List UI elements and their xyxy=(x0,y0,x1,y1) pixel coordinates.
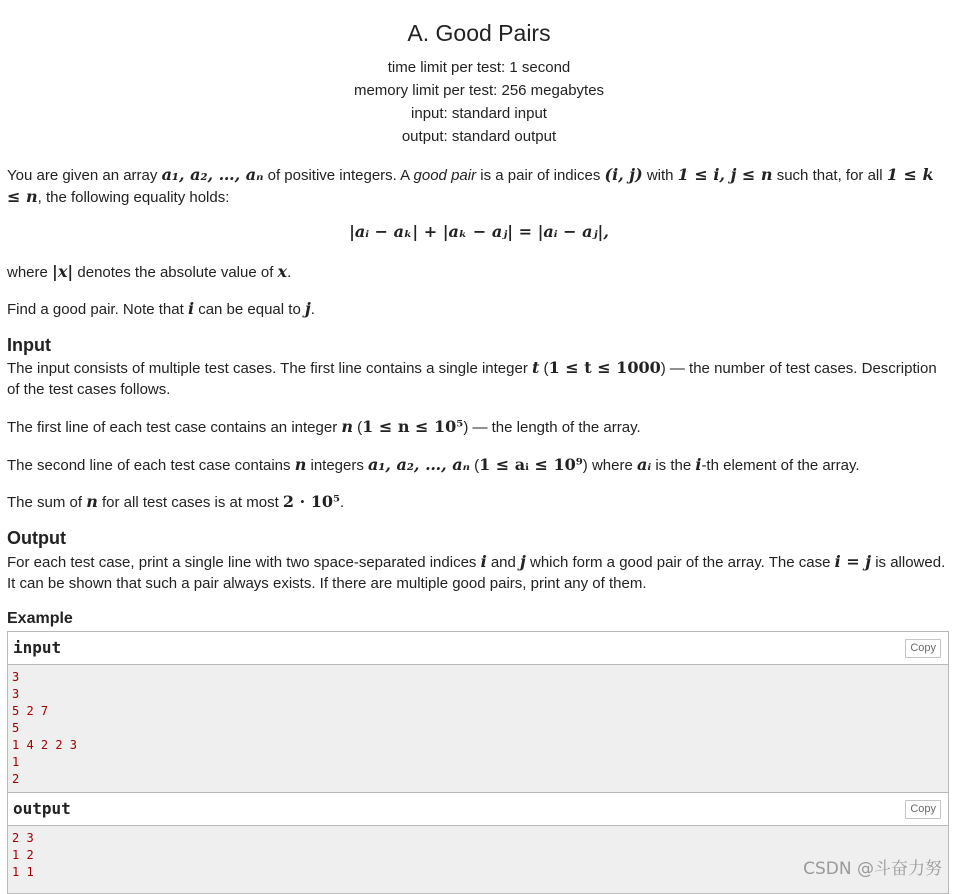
text: ) — the number of test cases. Description of the test cases follows. xyxy=(7,360,937,398)
math-i: i xyxy=(480,552,487,571)
math-absx: |x| xyxy=(52,262,74,281)
sample-input-label: input xyxy=(13,638,62,657)
math-array: a₁, a₂, …, aₙ xyxy=(368,455,470,474)
output-paragraph-1 xyxy=(7,551,947,594)
text: . xyxy=(287,264,292,281)
text: ( xyxy=(469,457,480,474)
equality-formula: |aᵢ − aₖ| + |aₖ − aⱼ| = |aᵢ − aⱼ|, xyxy=(349,222,609,241)
math-i: i xyxy=(187,299,195,318)
text: The second line of each test case contains xyxy=(7,457,295,474)
text: The sum of xyxy=(7,494,87,511)
statement-paragraph-1 xyxy=(7,164,947,208)
statement-paragraph-3 xyxy=(7,298,947,320)
text: ) — the length of the array. xyxy=(463,419,641,436)
text: , the following equality holds: xyxy=(37,189,230,206)
text: of positive integers. A xyxy=(263,167,414,184)
sample-input-text: 3 3 5 2 7 5 1 4 2 2 3 1 2 xyxy=(12,670,78,786)
math-ai: aᵢ xyxy=(636,455,652,474)
copy-output-button[interactable]: Copy xyxy=(905,800,941,819)
example-title: Example xyxy=(7,610,73,627)
sample-output-label: output xyxy=(13,799,71,818)
text: and xyxy=(486,554,521,571)
math-range: 1 ≤ k ≤ n xyxy=(7,165,934,206)
text: denotes the absolute value of xyxy=(73,264,278,281)
math-ieqj: i = j xyxy=(834,552,872,571)
text: ( xyxy=(353,419,363,436)
input-paragraph-3 xyxy=(7,454,947,476)
math-n: n xyxy=(341,417,353,436)
text: The input consists of multiple test cases. The first line contains a single integer xyxy=(7,360,532,377)
math-ij: (i, j) xyxy=(604,165,643,184)
text: ( xyxy=(539,360,549,377)
text: with xyxy=(642,167,678,184)
statement-paragraph-2 xyxy=(7,261,947,283)
text: which form a good pair of the array. The case xyxy=(525,554,835,571)
math-j: j xyxy=(304,299,311,318)
copy-input-button[interactable]: Copy xyxy=(905,639,941,658)
text: can be equal to xyxy=(194,301,305,318)
text: is the xyxy=(651,457,696,474)
math-range: 1 ≤ n ≤ 10⁵ xyxy=(362,417,464,436)
memory-limit: memory limit per test: 256 megabytes xyxy=(353,82,605,99)
sample-input-header xyxy=(8,632,948,665)
sample-output-text: 2 3 1 2 1 1 xyxy=(12,831,34,879)
text: Find a good pair. Note that xyxy=(7,301,188,318)
math-bound: 2 · 10⁵ xyxy=(282,492,341,511)
text: -th element of the array. xyxy=(701,457,860,474)
text: . xyxy=(340,494,345,511)
input-section-title: Input xyxy=(7,335,51,355)
problem-header xyxy=(0,18,958,148)
text: for all test cases is at most xyxy=(97,494,283,511)
time-limit: time limit per test: 1 second xyxy=(387,59,571,76)
input-paragraph-2 xyxy=(7,416,947,438)
text: is a pair of indices xyxy=(476,167,605,184)
text: You are given an array xyxy=(7,167,162,184)
csdn-watermark: CSDN @斗奋力努 xyxy=(803,859,942,879)
text: is allowed. It can be shown that such a pair always exists. If there are multiple good pairs, print any of them. xyxy=(7,554,946,592)
math-i: i xyxy=(695,455,702,474)
math-n: n xyxy=(86,492,98,511)
math-t: t xyxy=(532,358,540,377)
text: such that, for all xyxy=(772,167,887,184)
math-j: j xyxy=(520,552,526,571)
sample-input-box xyxy=(7,631,949,793)
input-paragraph-1 xyxy=(7,357,947,400)
math-array: a₁, a₂, …, aₙ xyxy=(161,165,264,184)
math-range: 1 ≤ t ≤ 1000 xyxy=(548,358,661,377)
sample-output-header xyxy=(8,793,948,826)
input-file: input: standard input xyxy=(411,105,547,122)
text: For each test case, print a single line with two space-separated indices xyxy=(7,554,481,571)
math-range: 1 ≤ aᵢ ≤ 10⁹ xyxy=(479,455,583,474)
text: integers xyxy=(306,457,369,474)
good-pair-term: good pair xyxy=(413,167,477,184)
text: where xyxy=(7,264,53,281)
math-n: n xyxy=(294,455,307,474)
text: . xyxy=(310,301,315,318)
input-paragraph-4 xyxy=(7,491,947,513)
problem-title: A. Good Pairs xyxy=(407,20,551,46)
math-range: 1 ≤ i, j ≤ n xyxy=(677,165,773,184)
output-file: output: standard output xyxy=(401,128,557,145)
text: ) where xyxy=(582,457,637,474)
text: The first line of each test case contains an integer xyxy=(7,419,342,436)
output-section-title: Output xyxy=(7,528,66,548)
math-x: x xyxy=(277,262,288,281)
